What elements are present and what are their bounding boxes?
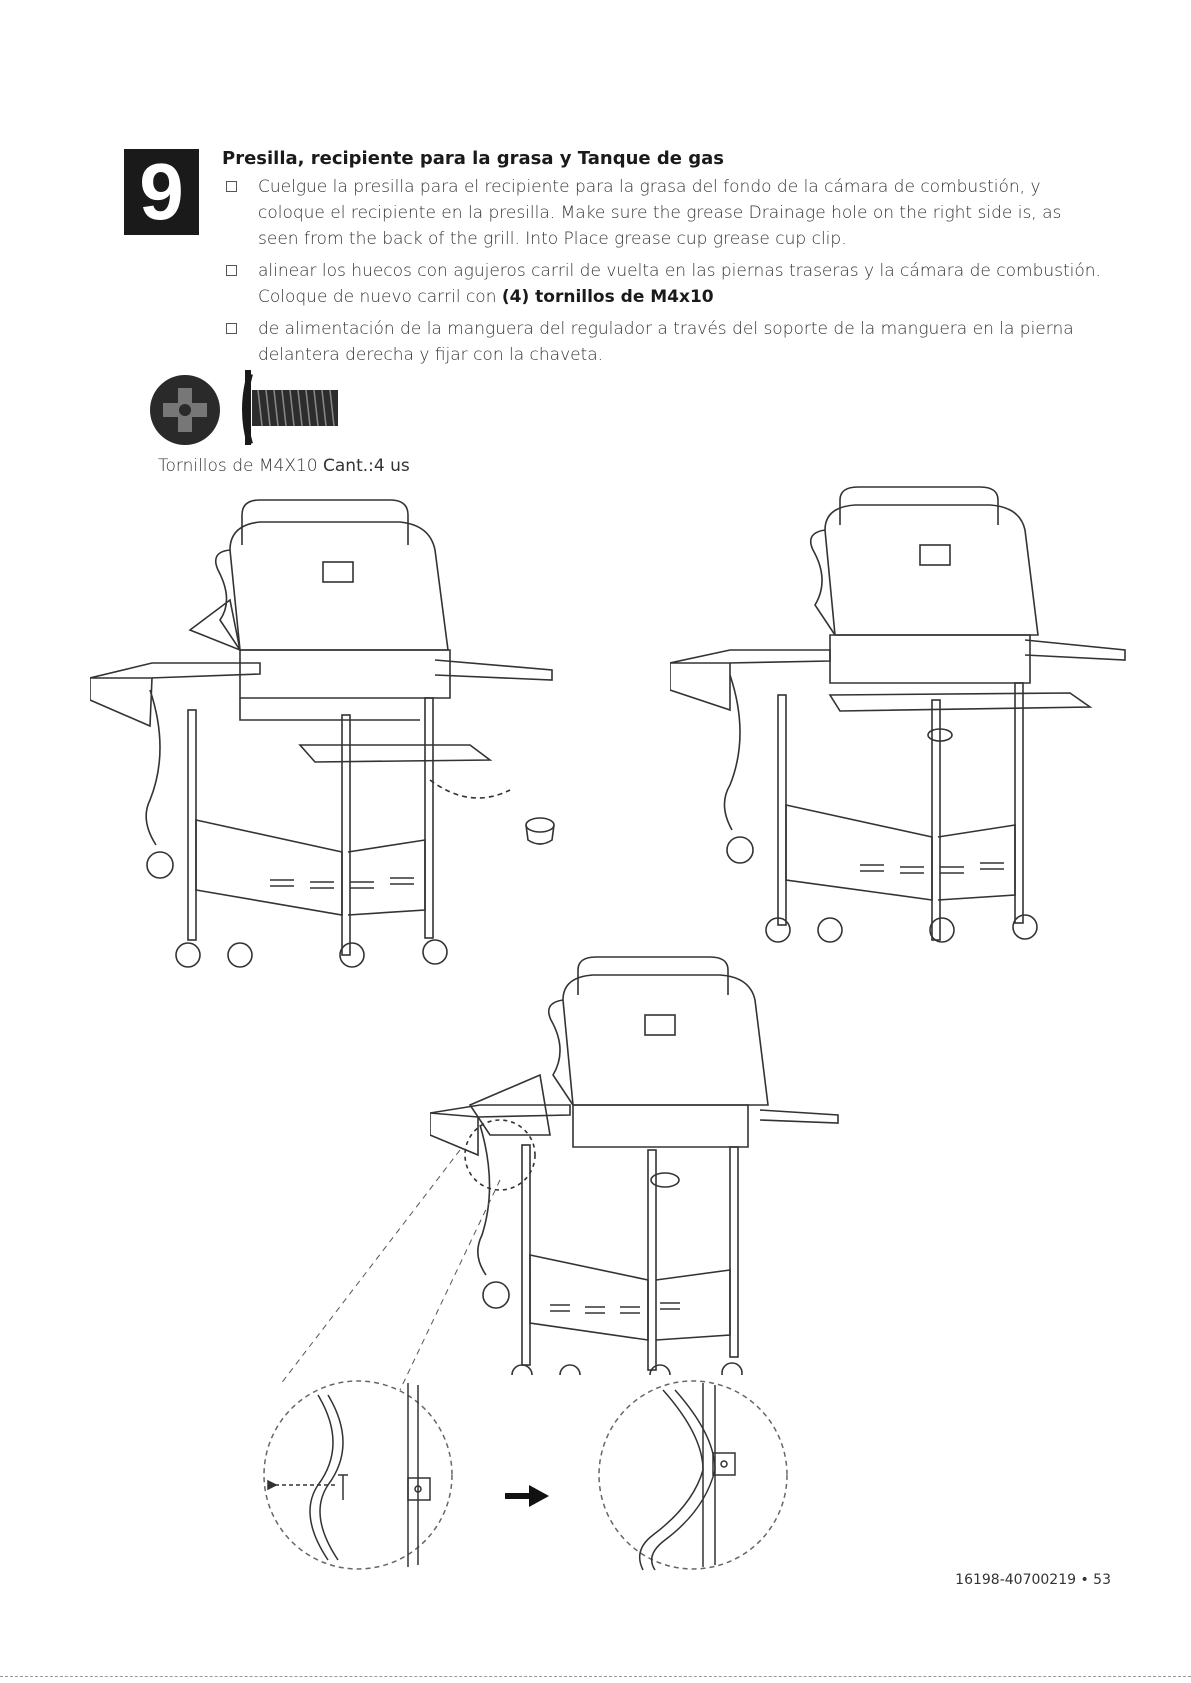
detail-view-after bbox=[593, 1375, 793, 1575]
instruction-text: Cuelgue la presilla para el recipiente para la grasa del fondo de la cámara de combustión, y coloque el recipiente en la presilla. Make sure the grease Drainage hole on the right side is, as seen from the back of the grill. Into Place grease cup grease cup clip. bbox=[258, 177, 1062, 249]
instruction-item bbox=[222, 174, 1102, 252]
detail-view-before bbox=[258, 1375, 458, 1575]
checkbox-icon bbox=[226, 181, 237, 192]
instruction-item bbox=[222, 258, 1102, 310]
arrow-right-icon bbox=[505, 1485, 549, 1507]
checkbox-icon bbox=[226, 323, 237, 334]
zoom-guide-lines bbox=[240, 1150, 540, 1410]
bottom-divider bbox=[0, 1676, 1191, 1677]
step-number-badge: 9 bbox=[124, 149, 199, 235]
instruction-text: de alimentación de la manguera del regulador a través del soporte de la manguera en la pierna delantera derecha y fijar con la chaveta. bbox=[258, 319, 1074, 365]
checkbox-icon bbox=[226, 265, 237, 276]
instruction-item bbox=[222, 316, 1102, 368]
instruction-text: alinear los huecos con agujeros carril de vuelta en las piernas traseras y la cámara de combustión. Coloque de nuevo carril con bbox=[258, 261, 1101, 307]
parts-caption: Tornillos de M4X10 Cant.:4 us bbox=[158, 456, 410, 476]
grill-figure-1 bbox=[90, 490, 560, 970]
parts-illustration bbox=[148, 370, 388, 470]
grill-figure-2 bbox=[670, 485, 1130, 945]
page-footer: 16198-40700219 • 53 bbox=[955, 1572, 1111, 1588]
step-title: Presilla, recipiente para la grasa y Tanque de gas bbox=[222, 148, 724, 169]
instruction-bold-text: (4) tornillos de M4x10 bbox=[501, 287, 714, 307]
screw-head-icon bbox=[150, 375, 220, 445]
instruction-list bbox=[222, 174, 1102, 374]
screw-side-icon bbox=[245, 370, 338, 445]
